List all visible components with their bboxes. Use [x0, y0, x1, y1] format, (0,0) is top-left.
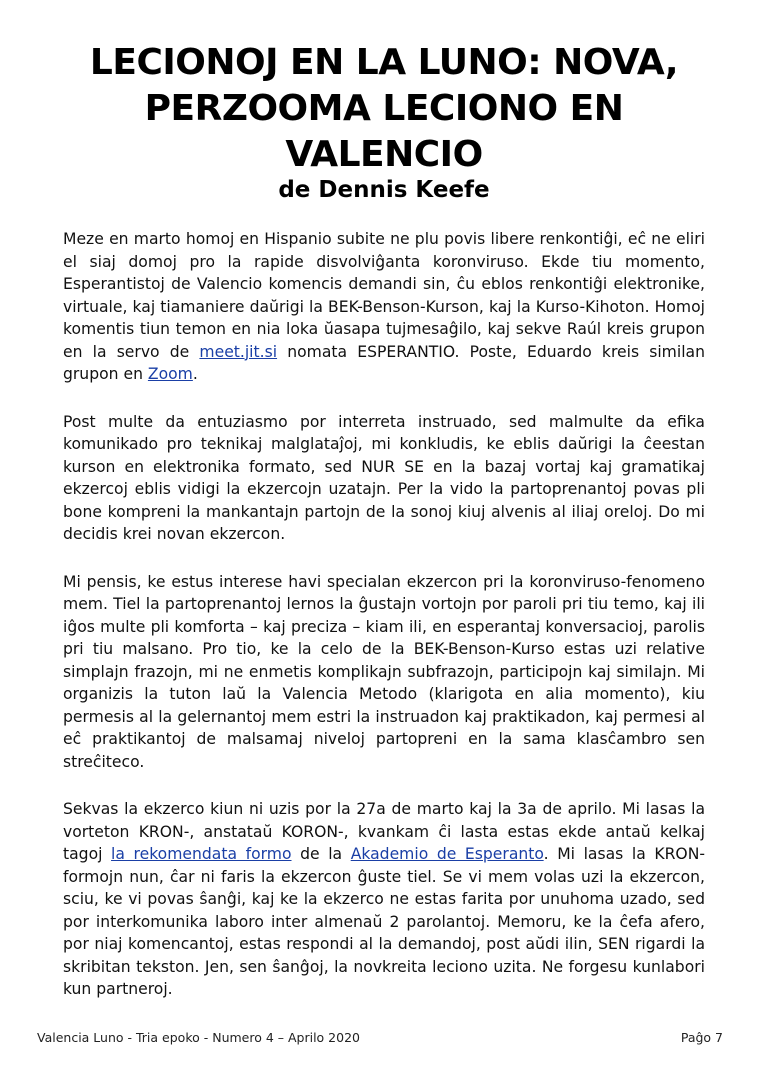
akademio-link[interactable]: Akademio de Esperanto [350, 845, 544, 863]
article-byline: de Dennis Keefe [278, 177, 490, 203]
paragraph-1-text-b: nomata ESPERANTIO. Poste, Eduardo kreis similan grupon en [63, 342, 705, 383]
paragraph-4-text-b: de la [291, 845, 351, 863]
recommended-form-link[interactable]: la rekomendata formo [111, 845, 292, 863]
title-line-1: LECIONOJ EN LA LUNO: NOVA, [89, 42, 679, 83]
title-line-3: VALENCIO [285, 134, 483, 175]
paragraph-1 [63, 228, 705, 386]
zoom-link[interactable]: Zoom [147, 365, 193, 383]
title-line-2: PERZOOMA LECIONO EN [144, 88, 624, 129]
paragraph-2: Post multe da entuziasmo por interreta instruado, sed malmulte da efika komunikado pro teknikaj malglataĵoj, mi konkludis, ke eblis daŭrigi la ĉeestan kurson en elektronika formato, sed NUR SE en la bazaj vortaj kaj gramatikaj ekzercoj eblis vidigi la ekzercojn uzatajn. Per la vido la partoprenantoj povas pli bone kompreni la mankantajn partojn de la sonoj kiuj alvenis al iliaj oreloj. Do mi decidis krei novan ekzercon. [63, 412, 705, 543]
footer-publication: Valencia Luno - Tria epoko - Numero 4 – Aprilo 2020 [37, 1030, 360, 1045]
footer-page-number: Paĝo 7 [680, 1030, 723, 1045]
paragraph-4-text-a: Sekvas la ekzerco kiun ni uzis por la 27a de marto kaj la 3a de aprilo. Mi lasas la vorteton KRON-, anstataŭ KORON-, kvankam ĉi lasta estas ekde antaŭ kelkaj tagoj [63, 800, 705, 863]
paragraph-4-text-c: . Mi lasas la KRON-formojn nun, ĉar ni faris la ekzercon ĝuste tiel. Se vi mem volas uzi la ekzercon, sciu, ke vi povas ŝanĝi, kaj ke la ekzerco ne estas farita por unuhoma uzado, sed por interkomunika laboro inter almenaŭ 2 parolantoj. Memoru, ke la ĉefa afero, por niaj komencantoj, estas respondi al la demandoj, post aŭdi ilin, SEN rigardi la skribitan tekston. Jen, sen ŝanĝoj, la novkreita leciono uzita. Ne forgesu kunlabori kun partneroj. [63, 845, 705, 998]
paragraph-3: Mi pensis, ke estus interese havi specialan ekzercon pri la koronviruso-fenomeno mem. Tiel la partoprenantoj lernos la ĝustajn vortojn por paroli pri tiu temo, kaj ili iĝos multe pli komforta – kaj preciza – kiam ili, en esperantaj konversacioj, parolis pri tiu malsano. Pro tio, ke la celo de la BEK-Benson-Kurso estas uzi relative simplajn frazojn, mi ne enmetis komplikajn subfrazojn, participojn kaj similajn. Mi organizis la tuton laŭ la Valencia Metodo (klarigota en alia momento), kiu permesis al la gelernantoj mem estri la instruadon kaj praktikadon, kaj permesi al eĉ praktikantoj de malsamaj niveloj partopreni en la sama klasĉambro sen streĉiteco. [63, 572, 705, 771]
article-title [40, 40, 728, 178]
paragraph-1-text-a: Meze en marto homoj en Hispanio subite ne plu povis libere renkontiĝi, eĉ ne eliri el siaj domoj pro la rapide disvolviĝanta koronviruso. Ekde tiu momento, Esperantistoj de Valencio komencis demandi sin, ĉu eblos renkontiĝi elektronike, virtuale, kaj tiamaniere daŭrigi la BEK-Benson-Kurson, kaj la Kurso-Kihoton. Homoj komentis tiun temon en nia loka ŭasapa tujmesaĝilo, kaj sekve Raúl kreis grupon en la servo de [63, 230, 705, 361]
paragraph-4 [63, 798, 705, 1001]
paragraph-1-text-c: . [192, 365, 198, 383]
article-body [63, 228, 705, 1026]
meet-jitsi-link[interactable]: meet.jit.si [199, 342, 278, 361]
